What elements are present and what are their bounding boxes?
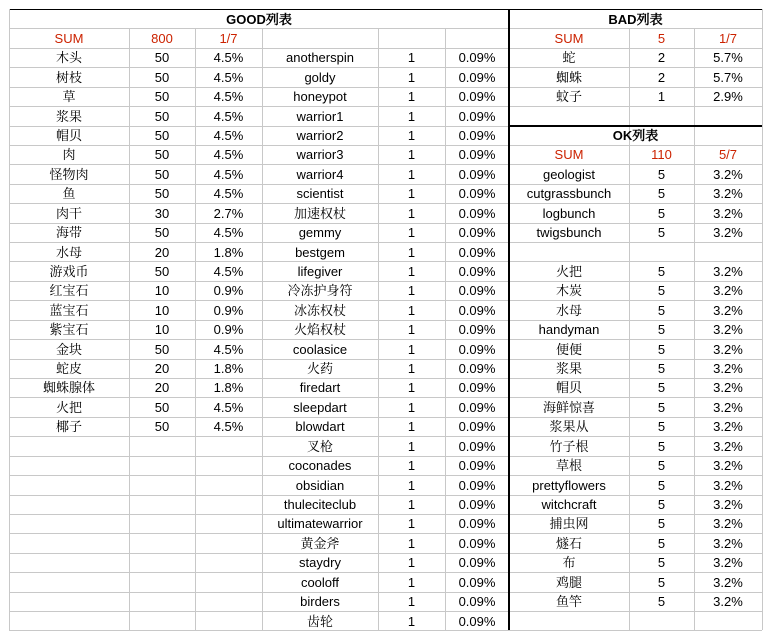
good-item-pct: 0.09% — [458, 50, 496, 66]
ok-item-name: 鸡腿 — [555, 574, 582, 590]
bad-title: BAD列表 — [608, 11, 663, 27]
good-item-count: 10 — [154, 283, 170, 299]
good-item-pct: 4.5% — [213, 341, 244, 357]
ok-item-pct: 3.2% — [713, 399, 743, 415]
ok-item-name: 火把 — [555, 263, 582, 279]
ok-item-pct: 3.2% — [713, 419, 743, 435]
good-item-name: staydry — [299, 555, 341, 571]
bad-item-name: 蛇 — [562, 50, 576, 66]
good-item-name: 肉干 — [55, 205, 82, 221]
good-item-name: 叉枪 — [306, 438, 333, 454]
bad-item-pct: 2.9% — [713, 89, 743, 105]
ok-item-count: 5 — [657, 166, 666, 182]
good-item-count: 1 — [407, 89, 416, 105]
good-item-name: 蓝宝石 — [49, 302, 89, 318]
good-item-name: 浆果 — [55, 108, 82, 124]
good-item-name: warrior2 — [296, 128, 344, 144]
good-item-pct: 4.5% — [213, 69, 244, 85]
ok-sum-total: 110 — [651, 147, 672, 163]
good-item-pct: 0.09% — [458, 147, 496, 163]
ok-item-count: 5 — [657, 380, 666, 396]
ok-item-count: 5 — [657, 419, 666, 435]
good-item-pct: 0.09% — [458, 69, 496, 85]
ok-item-name: twigsbunch — [536, 225, 602, 241]
good-item-count: 50 — [154, 69, 170, 85]
ok-item-name: 水母 — [555, 302, 582, 318]
ok-item-count: 5 — [657, 322, 666, 338]
ok-item-name: geologist — [542, 166, 596, 182]
ok-item-name: 便便 — [555, 341, 582, 357]
good-item-name: blowdart — [295, 419, 345, 435]
ok-item-count: 5 — [657, 574, 666, 590]
good-item-count: 20 — [154, 361, 170, 377]
good-item-count: 1 — [407, 419, 416, 435]
ok-item-count: 5 — [657, 516, 666, 532]
good-item-name: honeypot — [293, 89, 347, 105]
good-item-count: 1 — [407, 205, 416, 221]
ok-item-name: 帽贝 — [555, 380, 582, 396]
good-item-pct: 4.5% — [213, 225, 244, 241]
good-item-pct: 4.5% — [213, 147, 244, 163]
good-item-name: scientist — [296, 186, 344, 202]
good-item-pct: 2.7% — [213, 205, 244, 221]
ok-item-name: handyman — [538, 322, 600, 338]
good-item-count: 1 — [407, 263, 416, 279]
good-item-pct: 0.09% — [458, 128, 496, 144]
ok-item-pct: 3.2% — [713, 166, 743, 182]
good-item-name: 草 — [62, 89, 76, 105]
good-item-count: 50 — [154, 89, 170, 105]
good-item-name: 金块 — [55, 341, 82, 357]
good-item-name: thuleciteclub — [283, 497, 357, 512]
ok-title: OK列表 — [612, 128, 659, 144]
good-item-name: warrior3 — [296, 147, 344, 163]
good-item-pct: 0.09% — [458, 380, 496, 396]
good-item-count: 1 — [407, 613, 416, 629]
good-item-name: anotherspin — [286, 50, 354, 66]
ok-item-name: 木炭 — [555, 283, 582, 299]
bad-sum-label: SUM — [554, 30, 584, 46]
good-item-pct: 0.09% — [458, 166, 496, 182]
ok-sum-label: SUM — [554, 147, 584, 163]
good-item-name: 火药 — [306, 361, 333, 377]
good-item-name: 冷冻护身符 — [287, 283, 353, 299]
good-item-name: 蛇皮 — [55, 361, 82, 377]
ok-item-pct: 3.2% — [713, 438, 743, 454]
bad-item-count: 2 — [657, 50, 666, 66]
good-item-pct: 4.5% — [213, 50, 244, 66]
good-title: GOOD列表 — [226, 11, 292, 27]
good-item-name: 火把 — [55, 399, 82, 415]
grid-line — [509, 630, 762, 631]
bad-item-pct: 5.7% — [713, 69, 743, 85]
ok-item-count: 5 — [657, 341, 666, 357]
good-item-name: 帽贝 — [55, 128, 82, 144]
good-item-count: 50 — [154, 419, 170, 435]
good-item-count: 10 — [154, 322, 170, 338]
ok-item-count — [629, 243, 694, 262]
good-item-count: 50 — [154, 50, 170, 66]
ok-item-name: 布 — [562, 555, 576, 571]
good-item-count: 1 — [407, 458, 416, 474]
good-item-pct: 4.5% — [213, 419, 244, 435]
ok-item-pct — [694, 243, 762, 262]
bad-item-name: 蜘蛛 — [555, 69, 582, 85]
ok-item-pct: 3.2% — [713, 458, 743, 474]
good-item-pct: 0.09% — [458, 361, 496, 377]
ok-item-pct: 3.2% — [713, 555, 743, 571]
good-item-name: gemmy — [298, 225, 342, 241]
good-item-name: coolasice — [292, 341, 348, 357]
good-item-name: 加速权杖 — [293, 205, 346, 221]
good-item-count: 50 — [154, 147, 170, 163]
good-item-count: 1 — [407, 69, 416, 85]
ok-item-name: witchcraft — [541, 497, 597, 512]
good-item-name: 齿轮 — [306, 613, 333, 629]
ok-item-pct: 3.2% — [713, 302, 743, 318]
ok-item-name — [509, 243, 629, 262]
good-item-pct: 0.09% — [458, 322, 496, 338]
ok-item-name: 草根 — [555, 458, 582, 474]
good-item-pct: 0.09% — [458, 263, 496, 279]
good-item-pct: 0.09% — [458, 399, 496, 415]
good-item-pct: 0.09% — [458, 89, 496, 105]
good-item-pct: 1.8% — [213, 380, 244, 396]
good-item-name: warrior1 — [296, 108, 344, 124]
grid-line — [762, 9, 763, 630]
good-item-pct: 0.09% — [458, 225, 496, 241]
good-item-count: 1 — [407, 516, 416, 532]
good-item-name: 蜘蛛腺体 — [42, 380, 95, 396]
ok-item-count: 5 — [657, 186, 666, 202]
good-item-count: 50 — [154, 166, 170, 182]
good-item-count: 1 — [407, 341, 416, 357]
ok-item-pct: 3.2% — [713, 594, 743, 610]
ok-item-name: 竹子根 — [549, 438, 589, 454]
good-item-pct: 4.5% — [213, 89, 244, 105]
ok-item-count: 5 — [657, 263, 666, 279]
ok-item-count: 5 — [657, 302, 666, 318]
good-sum-label: SUM — [54, 30, 84, 46]
ok-item-pct: 3.2% — [713, 322, 743, 338]
ok-item-pct: 3.2% — [713, 574, 743, 590]
ok-item-count: 5 — [657, 458, 666, 474]
good-item-count: 1 — [407, 166, 416, 182]
good-item-pct: 0.09% — [458, 574, 496, 590]
good-item-count: 1 — [407, 128, 416, 144]
good-item-pct: 0.09% — [458, 458, 496, 474]
good-item-name: 紫宝石 — [49, 322, 89, 338]
good-item-name: 游戏币 — [49, 263, 89, 279]
good-item-name: cooloff — [300, 574, 340, 590]
ok-sum-ratio: 5/7 — [718, 147, 738, 163]
good-item-count: 1 — [407, 147, 416, 163]
bad-item-name: 蚊子 — [555, 89, 582, 105]
bad-item-count: 2 — [657, 69, 666, 85]
ok-item-pct: 3.2% — [713, 225, 743, 241]
good-item-pct: 0.09% — [458, 438, 496, 454]
good-item-pct: 4.5% — [213, 263, 244, 279]
good-item-count: 1 — [407, 50, 416, 66]
good-item-name: 木头 — [55, 50, 82, 66]
good-item-count: 1 — [407, 555, 416, 571]
good-item-name: birders — [300, 594, 340, 610]
good-item-name: sleepdart — [293, 399, 347, 415]
bad-sum-total: 5 — [657, 30, 666, 46]
ok-item-count: 5 — [657, 594, 666, 610]
ok-item-name: 浆果从 — [549, 419, 589, 435]
good-item-name: 怪物肉 — [49, 166, 89, 182]
ok-item-pct: 3.2% — [713, 380, 743, 396]
good-item-pct: 4.5% — [213, 186, 244, 202]
good-item-count: 1 — [407, 108, 416, 124]
good-item-count: 1 — [407, 283, 416, 299]
ok-item-pct: 3.2% — [713, 263, 743, 279]
good-item-name: 海带 — [55, 225, 82, 241]
good-item-pct: 1.8% — [213, 244, 244, 260]
good-item-name: firedart — [299, 380, 341, 396]
ok-item-count: 5 — [657, 205, 666, 221]
good-item-count: 1 — [407, 438, 416, 454]
good-item-name: 椰子 — [55, 419, 82, 435]
good-item-name: 冰冻权杖 — [293, 302, 346, 318]
good-item-count: 30 — [154, 205, 170, 221]
ok-item-pct: 3.2% — [713, 535, 743, 551]
ok-item-name: 浆果 — [555, 361, 582, 377]
good-item-count: 50 — [154, 186, 170, 202]
good-item-count: 1 — [407, 225, 416, 241]
good-item-count: 50 — [154, 341, 170, 357]
good-item-name: ultimatewarrior — [277, 516, 363, 532]
good-item-count: 50 — [154, 399, 170, 415]
good-item-pct: 0.09% — [458, 244, 496, 260]
good-item-name: warrior4 — [296, 166, 344, 182]
good-item-pct: 0.9% — [213, 283, 244, 299]
good-item-pct: 0.09% — [458, 205, 496, 221]
good-item-pct: 0.09% — [458, 108, 496, 124]
good-item-count: 1 — [407, 535, 416, 551]
good-item-count: 10 — [154, 302, 170, 318]
good-item-pct: 0.9% — [213, 302, 244, 318]
ok-item-count: 5 — [657, 438, 666, 454]
good-item-count: 1 — [407, 322, 416, 338]
good-item-pct: 1.8% — [213, 361, 244, 377]
good-item-name: 红宝石 — [49, 283, 89, 299]
good-item-pct: 0.09% — [458, 613, 496, 629]
good-sum-total: 800 — [151, 30, 173, 46]
good-item-count: 1 — [407, 574, 416, 590]
good-item-pct: 4.5% — [213, 166, 244, 182]
good-item-count: 20 — [154, 244, 170, 260]
good-item-name: 肉 — [62, 147, 76, 163]
good-item-count: 1 — [407, 380, 416, 396]
good-item-pct: 0.09% — [458, 341, 496, 357]
good-item-count: 20 — [154, 380, 170, 396]
good-item-count: 50 — [154, 263, 170, 279]
good-item-count: 50 — [154, 108, 170, 124]
ok-item-pct: 3.2% — [713, 283, 743, 299]
ok-item-pct: 3.2% — [713, 205, 743, 221]
good-item-count: 1 — [407, 361, 416, 377]
ok-item-pct: 3.2% — [713, 516, 743, 532]
ok-item-pct: 3.2% — [713, 477, 743, 493]
ok-item-pct: 3.2% — [713, 497, 743, 512]
good-item-name: bestgem — [295, 244, 345, 260]
ok-item-pct: 3.2% — [713, 186, 743, 202]
good-item-name: goldy — [304, 69, 336, 85]
ok-item-name: logbunch — [542, 205, 596, 221]
good-item-name: lifegiver — [297, 263, 343, 279]
good-item-pct: 0.09% — [458, 555, 496, 571]
good-item-pct: 4.5% — [213, 128, 244, 144]
good-item-count: 1 — [407, 244, 416, 260]
good-item-pct: 4.5% — [213, 399, 244, 415]
good-item-name: coconades — [288, 458, 352, 474]
good-item-count: 50 — [154, 225, 170, 241]
good-item-count: 1 — [407, 399, 416, 415]
good-item-count: 1 — [407, 302, 416, 318]
good-item-name: 水母 — [55, 244, 82, 260]
good-item-pct: 0.09% — [458, 186, 496, 202]
good-item-pct: 0.09% — [458, 594, 496, 610]
good-item-count: 1 — [407, 497, 416, 512]
good-item-name: 黄金斧 — [300, 535, 340, 551]
bad-sum-ratio: 1/7 — [718, 30, 738, 46]
good-item-count: 1 — [407, 186, 416, 202]
ok-item-name: prettyflowers — [532, 477, 606, 493]
good-item-pct: 0.09% — [458, 477, 496, 493]
good-item-pct: 0.9% — [213, 322, 244, 338]
good-item-pct: 4.5% — [213, 108, 244, 124]
good-item-name: 火焰权杖 — [293, 322, 346, 338]
good-item-name: 鱼 — [62, 186, 76, 202]
bad-item-count: 1 — [657, 89, 666, 105]
good-sum-ratio: 1/7 — [219, 30, 238, 46]
good-item-count: 50 — [154, 128, 170, 144]
good-item-pct: 0.09% — [458, 516, 496, 532]
ok-item-count: 5 — [657, 361, 666, 377]
good-item-name: obsidian — [295, 477, 345, 493]
ok-item-name: 燧石 — [555, 535, 582, 551]
ok-item-pct: 3.2% — [713, 341, 743, 357]
ok-item-pct: 3.2% — [713, 361, 743, 377]
ok-item-name: 鱼竿 — [555, 594, 582, 610]
good-item-count: 1 — [407, 477, 416, 493]
good-item-pct: 0.09% — [458, 419, 496, 435]
ok-item-count: 5 — [657, 225, 666, 241]
ok-item-count: 5 — [657, 399, 666, 415]
good-item-pct: 0.09% — [458, 535, 496, 551]
good-item-pct: 0.09% — [458, 283, 496, 299]
ok-item-name: 捕虫网 — [549, 516, 589, 532]
ok-item-count: 5 — [657, 283, 666, 299]
good-item-name: 树枝 — [55, 69, 82, 85]
ok-item-count: 5 — [657, 497, 666, 512]
ok-item-name: 海鲜惊喜 — [542, 399, 595, 415]
good-item-pct: 0.09% — [458, 497, 496, 512]
ok-item-count: 5 — [657, 477, 666, 493]
ok-item-count: 5 — [657, 555, 666, 571]
good-item-count: 1 — [407, 594, 416, 610]
ok-item-count: 5 — [657, 535, 666, 551]
ok-item-name: cutgrassbunch — [526, 186, 612, 202]
bad-item-pct: 5.7% — [713, 50, 743, 66]
good-item-pct: 0.09% — [458, 302, 496, 318]
